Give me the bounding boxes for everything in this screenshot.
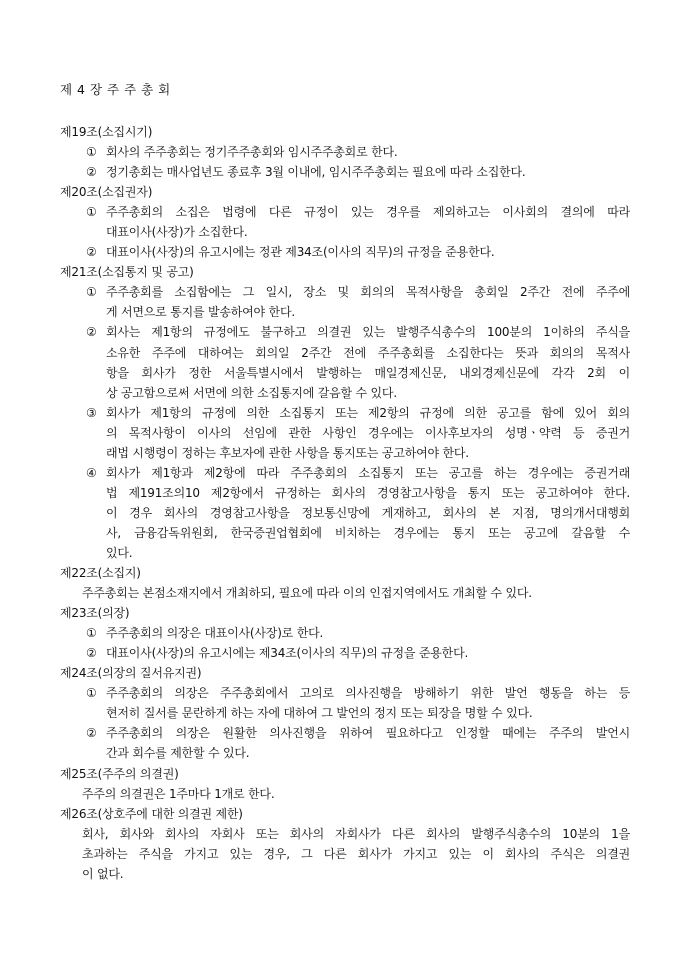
clause-continuation	[60, 703, 630, 723]
line-text: 대표이사(사장)의 유고시에는 정관 제34조(이사의 직무)의 규정을 준용한다.	[106, 245, 495, 260]
clause-line	[60, 282, 630, 302]
clause-number: ③	[86, 405, 97, 420]
line-text: 사, 금융감독위원회, 한국증권업협회에 비치하는 경우에는 통지 또는 공고에 갈음할 수	[106, 525, 630, 540]
article-heading	[60, 182, 630, 202]
article-heading	[60, 262, 630, 282]
clause-number: ①	[86, 145, 97, 160]
line-text: 주주총회의 의장은 대표이사(사장)로 한다.	[106, 626, 324, 641]
line-text: 법 제191조의10 제2항에서 규정하는 회사의 경영참고사항을 통지 또는 공고하여야 한다.	[106, 485, 630, 500]
clause-continuation	[60, 363, 630, 383]
clause-line	[60, 242, 630, 262]
line-text: 주주총회는 본점소재지에서 개최하되, 필요에 따라 이의 인접지역에서도 개최할 수 있다.	[82, 586, 532, 601]
line-text: 제19조(소집시기)	[60, 125, 153, 139]
line-text: 주주총회의 의장은 원활한 의사진행을 위하여 필요하다고 인정할 때에는 주주의 발언시	[106, 726, 630, 741]
clause-continuation	[60, 302, 630, 322]
article-heading	[60, 663, 630, 683]
article-heading	[60, 804, 630, 824]
line-text: 제25조(주주의 의결권)	[60, 766, 179, 781]
clause-line	[60, 403, 630, 423]
clause-number: ②	[86, 245, 97, 260]
clause-continuation	[60, 483, 630, 503]
line-text: 제26조(상호주에 대한 의결권 제한)	[60, 806, 243, 821]
clause-line	[60, 202, 630, 222]
line-text: 회사, 회사와 회사의 자회사 또는 회사의 자회사가 다른 회사의 발행주식총수의 10분의 1을	[82, 826, 630, 841]
paragraph-line	[60, 824, 630, 844]
clause-line	[60, 162, 630, 182]
line-text: 주주총회를 소집함에는 그 일시, 장소 및 회의의 목적사항을 총회일 2주간 전에 주주에	[106, 285, 630, 300]
line-text: 대표이사(사장)의 유고시에는 제34조(이사의 직무)의 규정을 준용한다.	[106, 646, 469, 661]
clause-continuation	[60, 423, 630, 443]
clause-line	[60, 623, 630, 643]
line-text: 상 공고함으로써 서면에 의한 소집통지에 갈음할 수 있다.	[106, 385, 397, 400]
chapter-title: 제 4 장 주 주 총 회	[60, 82, 171, 97]
line-text: 현저히 질서를 문란하게 하는 자에 대하여 그 발언의 정지 또는 퇴장을 명할 수 있다.	[106, 706, 533, 721]
clause-line	[60, 683, 630, 703]
clause-number: ①	[86, 626, 97, 641]
clause-line	[60, 142, 630, 162]
line-text: 회사의 주주총회는 정기주주총회와 임시주주총회로 한다.	[106, 145, 398, 160]
clause-continuation	[60, 523, 630, 543]
clause-number: ①	[86, 686, 97, 701]
line-text: 있다.	[106, 545, 133, 560]
clause-continuation	[60, 743, 630, 763]
line-text: 래법 시행령이 정하는 후보자에 관한 사항을 통지또는 공고하여야 한다.	[106, 445, 469, 460]
clause-number: ①	[86, 205, 97, 220]
line-text: 간과 회수를 제한할 수 있다.	[106, 746, 250, 761]
clause-line	[60, 322, 630, 342]
line-text: 주주의 의결권은 1주마다 1개로 한다.	[82, 786, 275, 801]
clause-line	[60, 643, 630, 663]
line-text: 제22조(소집지)	[60, 566, 141, 581]
clause-number: ①	[86, 285, 97, 300]
clause-line	[60, 723, 630, 743]
line-text: 초과하는 주식을 가지고 있는 경우, 그 다른 회사가 가지고 있는 이 회사의 주식은 의결권	[82, 846, 630, 861]
article-heading	[60, 122, 630, 142]
line-text: 주주총회의 소집은 법령에 다른 규정이 있는 경우를 제외하고는 이사회의 결의에 따라	[106, 205, 630, 220]
clause-number: ②	[86, 646, 97, 661]
line-text: 제21조(소집통지 및 공고)	[60, 265, 194, 280]
paragraph-line	[60, 864, 630, 884]
line-text: 의 목적사항이 이사의 선임에 관한 사항인 경우에는 이사후보자의 성명ㆍ약력 등 증권거	[106, 425, 630, 440]
line-text: 회사가 제1항의 규정에 의한 소집통지 또는 제2항의 규정에 의한 공고를 함에 있어 회의	[106, 405, 630, 420]
line-text: 이 없다.	[82, 866, 124, 881]
line-text: 회사는 제1항의 규정에도 불구하고 의결권 있는 발행주식총수의 100분의 1이하의 주식을	[106, 325, 630, 340]
paragraph-line	[60, 583, 630, 603]
paragraph-line	[60, 844, 630, 864]
line-text: 이 경우 회사의 경영참고사항을 정보통신망에 게재하고, 회사의 본 지점, 명의개서대행회	[106, 505, 630, 520]
clause-continuation	[60, 543, 630, 563]
line-text: 게 서면으로 통지를 발송하여야 한다.	[106, 305, 295, 320]
clause-continuation	[60, 443, 630, 463]
clause-number: ②	[86, 325, 97, 340]
article-heading	[60, 764, 630, 784]
clause-continuation	[60, 222, 630, 242]
articles-body	[60, 122, 630, 884]
line-text: 정기총회는 매사업년도 종료후 3월 이내에, 임시주주총회는 필요에 따라 소집한다.	[106, 165, 526, 180]
line-text: 제20조(소집권자)	[60, 185, 153, 200]
article-heading	[60, 603, 630, 623]
line-text: 제23조(의장)	[60, 606, 130, 621]
line-text: 항을 회사가 정한 서울특별시에서 발행하는 매일경제신문, 내외경제신문에 각각 2회 이	[106, 365, 630, 380]
clause-line	[60, 463, 630, 483]
paragraph-line	[60, 784, 630, 804]
line-text: 대표이사(사장)가 소집한다.	[106, 225, 248, 240]
clause-number: ②	[86, 726, 97, 741]
line-text: 주주총회의 의장은 주주총회에서 고의로 의사진행을 방해하기 위한 발언 행동을 하는 등	[106, 686, 630, 701]
clause-continuation	[60, 383, 630, 403]
clause-continuation	[60, 503, 630, 523]
clause-continuation	[60, 343, 630, 363]
line-text: 회사가 제1항과 제2항에 따라 주주총회의 소집통지 또는 공고를 하는 경우에는 증권거래	[106, 465, 630, 480]
article-heading	[60, 563, 630, 583]
clause-number: ②	[86, 165, 97, 180]
clause-number: ④	[86, 465, 97, 480]
line-text: 제24조(의장의 질서유지권)	[60, 666, 202, 681]
line-text: 소유한 주주에 대하여는 회의일 2주간 전에 주주총회를 소집한다는 뜻과 회의의 목적사	[106, 345, 630, 360]
